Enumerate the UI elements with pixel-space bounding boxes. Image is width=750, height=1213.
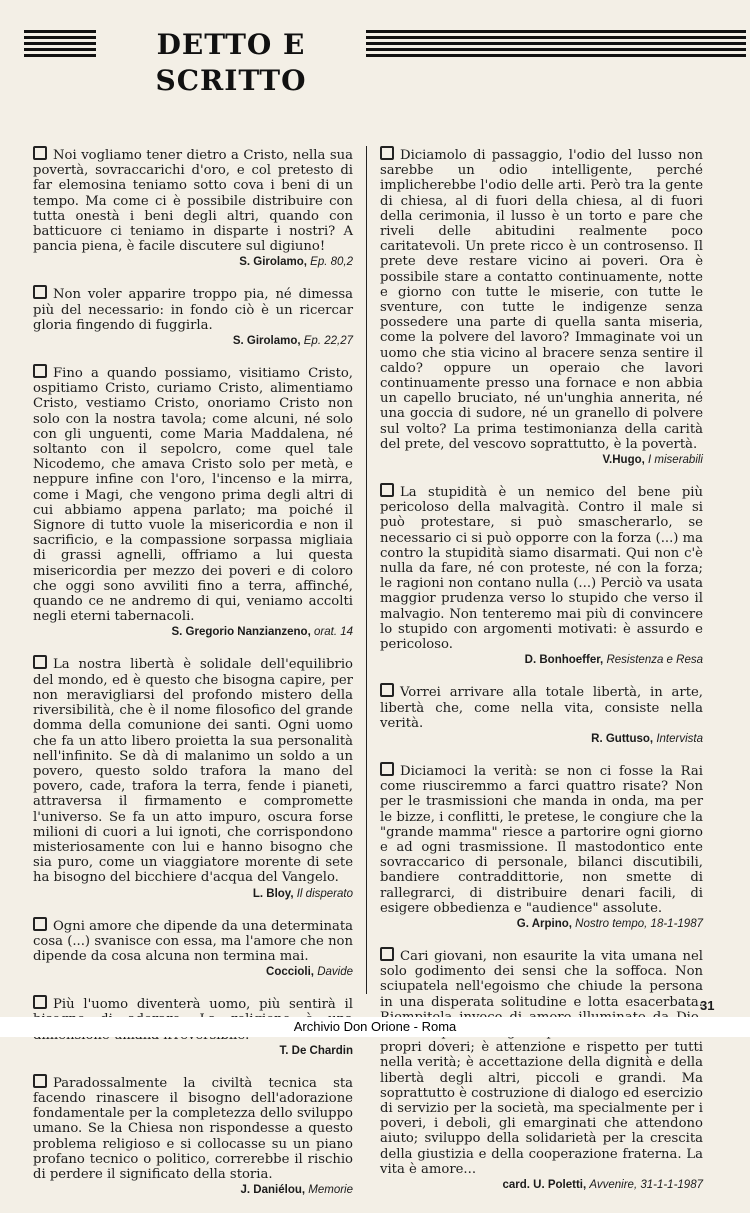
quote-text: Fino a quando possiamo, visitiamo Cristo, ospitiamo Cristo, curiamo Cristo, alimentiamo Cristo, vestiamo Cristo, onoriamo Cristo non solo con la nostra tavola; come alcuni, né solo con gli unguenti, come Maria Maddalena, né soltanto con il sepolcro, come quel tale Nicodemo, che amava Cristo solo per metà, e neppure infine con l'oro, l'incenso e la mirra, come i Magi, che vengono prima degli altri di cui abbiamo appena parlato; ma poiché il Signore di tutto vuole la misericordia e non il sacrificio, e la compassione sorpassa migliaia di grassi agnelli, offriamo a lui questa misericordia per mezzo dei poveri e di coloro che oggi sono avviliti fino a terra, affinché, quando ce ne andremo di qui, veniamo accolti negli eterni tabernacoli.: [33, 366, 353, 625]
checkbox-icon: [380, 762, 394, 776]
quote-text: La stupidità è un nemico del bene più pericoloso della malvagità. Contro il male si può protestare, si può smascherarlo, se necessario ci si può opporre con la forza (...) ma contro la stupidità siamo disarmati. Qui non c'è nulla da fare, né con proteste, né con la forza; le ragioni non contano nulla (...) Perciò va usata maggior prudenza verso lo stupido che verso il malvagio. Non tenteremo mai più di convincere lo stupido con argomenti motivati: è assurdo e pericoloso.: [380, 485, 703, 653]
checkbox-icon: [33, 995, 47, 1009]
quote: [380, 146, 703, 467]
quote-text: Cari giovani, non esaurite la vita umana nel solo godimento dei sensi che la soffoca. Non sciupatela nell'egoismo che chiude la persona in una disperata solitudine e lotta esacerbata. propri doveri; è attenzione e rispetto per tutti nella verità; è accettazione della dignità e della libertà degli altri, piccoli e grandi. Ma soprattutto è costruzione di dialogo ed esercizio di servizio per la società, ma specialmente per i poveri, i deboli, gli emarginati che attendono aiuto; sviluppo della solidarietà per la crescita della giustizia e della cooperazione fraterna. La vita è amore...: [380, 948, 703, 1177]
quote-work: Nostro tempo, 18-1-1987: [575, 917, 703, 930]
checkbox-icon: [33, 917, 47, 931]
quote-work: Ep. 80,2: [310, 256, 353, 269]
quote-author: G. Arpino,: [516, 917, 572, 930]
quote-work: Davide: [317, 966, 353, 979]
checkbox-icon: [33, 285, 47, 299]
quote: [380, 683, 703, 746]
quote-author: J. Daniélou,: [240, 1184, 306, 1197]
quote-text: Più l'uomo diventerà uomo, più sentirà il: [53, 997, 353, 1013]
quote-work: I miserabili: [648, 454, 703, 467]
checkbox-icon: [33, 655, 47, 669]
quote-text: Non voler apparire troppo pia, né dimessa più del necessario: in fondo ciò è un ricercar gloria fingendo di fuggirla.: [33, 287, 353, 333]
quote-author: card. U. Poletti,: [502, 1178, 587, 1191]
column-divider: [366, 146, 367, 994]
quote-work: orat. 14: [314, 626, 353, 639]
quote: [380, 483, 703, 667]
quote-work: Ep. 22,27: [303, 335, 353, 348]
quote-author: V.Hugo,: [602, 454, 645, 467]
quote-author: S. Gregorio Nanzianzeno,: [171, 626, 311, 639]
quote: [33, 917, 353, 980]
checkbox-icon: [380, 683, 394, 697]
quote: [33, 364, 353, 639]
right-column: [380, 146, 703, 1208]
header-stripes-left: [24, 30, 96, 60]
quote-author: S. Girolamo,: [232, 335, 301, 348]
left-column: [33, 146, 353, 1213]
quote: [380, 947, 703, 1192]
quote-work: Intervista: [656, 732, 703, 745]
section-header: [24, 24, 746, 97]
quote: [33, 655, 353, 900]
quote-work: Avvenire, 31-1-1-1987: [589, 1178, 703, 1191]
quote-text: Noi vogliamo tener dietro a Cristo, nella sua povertà, sovraccarichi d'oro, e col pretesto di far elemosina teniamo sotto cova i beni di un tempo. Ma come ci è possibile distribuire con tutta onestà i beni degli altri, quando con batticuore ci teniamo in disparte i nostri? A pancia piena, è facile discutere sul digiuno!: [33, 148, 353, 255]
quote-author: D. Bonhoeffer,: [524, 654, 604, 667]
quote: [33, 146, 353, 269]
quote: [380, 762, 703, 931]
checkbox-icon: [33, 364, 47, 378]
quote-text: Diciamolo di passaggio, l'odio del lusso non sarebbe un odio intelligente, perché implicherebbe l'odio delle arti. Però tra la gente di chiesa, al di fuori della chiesa, al di fuori della cerimonia, il lusso è un torto e pare che riveli delle abitudini realmente poco caritatevoli. Un prete ricco è un controsenso. Il prete deve restare vicino ai poveri. Ora è possibile stare a contatto continuamente, notte e giorno con tutte le miserie, con tutte le sventure, con tutte le indigenze senza possedere una parte di quella santa miseria, come la polvere del lavoro? Immaginate voi un uomo che stia vicino al bracere senza sentire il caldo? oppure un operaio che lavori continuamente presso una fornace e non abbia un capello bruciato, né un'unghia annerita, né una goccia di sudore, né un granello di polvere sul volto? La prima testimonianza della carità del prete, del vescovo soprattutto, è la povertà.: [380, 148, 703, 452]
quote-author: L. Bloy,: [252, 887, 294, 900]
quote-text: Diciamoci la verità: se non ci fosse la Rai come riusciremmo a farci quattro risate? Non per le trasmissioni che manda in onda, ma per le bizze, i conflitti, le pretese, le congiure che la "grande mamma" riesce a partorire ogni giorno e ad ogni trasmissione. Il mastodontico ente sovraccarico di personale, bilanci discutibili, bandiere contraddittorie, non smette di rallegrarci, di distribuire denari facili, di esigere obbedienza e "audience" assolute.: [380, 763, 703, 916]
checkbox-icon: [33, 1074, 47, 1088]
quote-author: T. De Chardin: [279, 1044, 353, 1057]
quote-text: Ogni amore che dipende da una determinata cosa (...) svanisce con essa, ma l'amore che non dipende da cosa alcuna non termina mai.: [33, 918, 353, 964]
quote: [33, 1074, 353, 1197]
quote-work: Il disperato: [296, 887, 353, 900]
quote-text: Paradossalmente la civiltà tecnica sta facendo rinascere il bisogno dell'adorazione fondamentale per la completezza dello sviluppo umano. Se la Chiesa non rispondesse a questo problema religioso e si collocasse su un piano profano tecnico o politico, correrebbe il rischio di perdere il significato della storia.: [33, 1075, 353, 1182]
quote-author: Coccioli,: [266, 966, 314, 979]
quote-text: La nostra libertà è solidale dell'equilibrio del mondo, ed è questo che bisogna capire, per non meravigliarsi del profondo mistero della riversibilità, che è il nome filosofico del grande domma della comunione dei santi. Ogni uomo che fa un atto libero proietta la sua personalità nell'infinito. Se dà di malanimo un soldo a un povero, questo soldo trafora la mano del povero, cade, trafora la terra, fende i pianeti, attraversa il firmamento e compromette l'universo. Se fa un atto impuro, oscura forse milioni di cuori a lui ignoti, che corrispondono misteriosamente con lui e hanno bisogno che sia puro, come un viaggiatore morente di sete ha bisogno del bicchiere d'acqua del Vangelo.: [33, 657, 353, 886]
quote: [33, 285, 353, 348]
checkbox-icon: [380, 947, 394, 961]
quote-author: S. Girolamo,: [239, 256, 307, 269]
archive-footer: Archivio Don Orione - Roma: [0, 1017, 750, 1037]
checkbox-icon: [380, 483, 394, 497]
checkbox-icon: [380, 146, 394, 160]
checkbox-icon: [33, 146, 47, 160]
quote-text: Vorrei arrivare alla totale libertà, in arte, libertà che, come nella vita, consiste nella verità.: [380, 685, 703, 731]
quote-author: R. Guttuso,: [591, 732, 654, 745]
quote-work: Memorie: [308, 1184, 353, 1197]
header-stripes-right: [366, 30, 746, 60]
page-number: 31: [700, 998, 715, 1013]
section-title: DETTO E SCRITTO: [155, 28, 307, 97]
quote-work: Resistenza e Resa: [606, 654, 703, 667]
